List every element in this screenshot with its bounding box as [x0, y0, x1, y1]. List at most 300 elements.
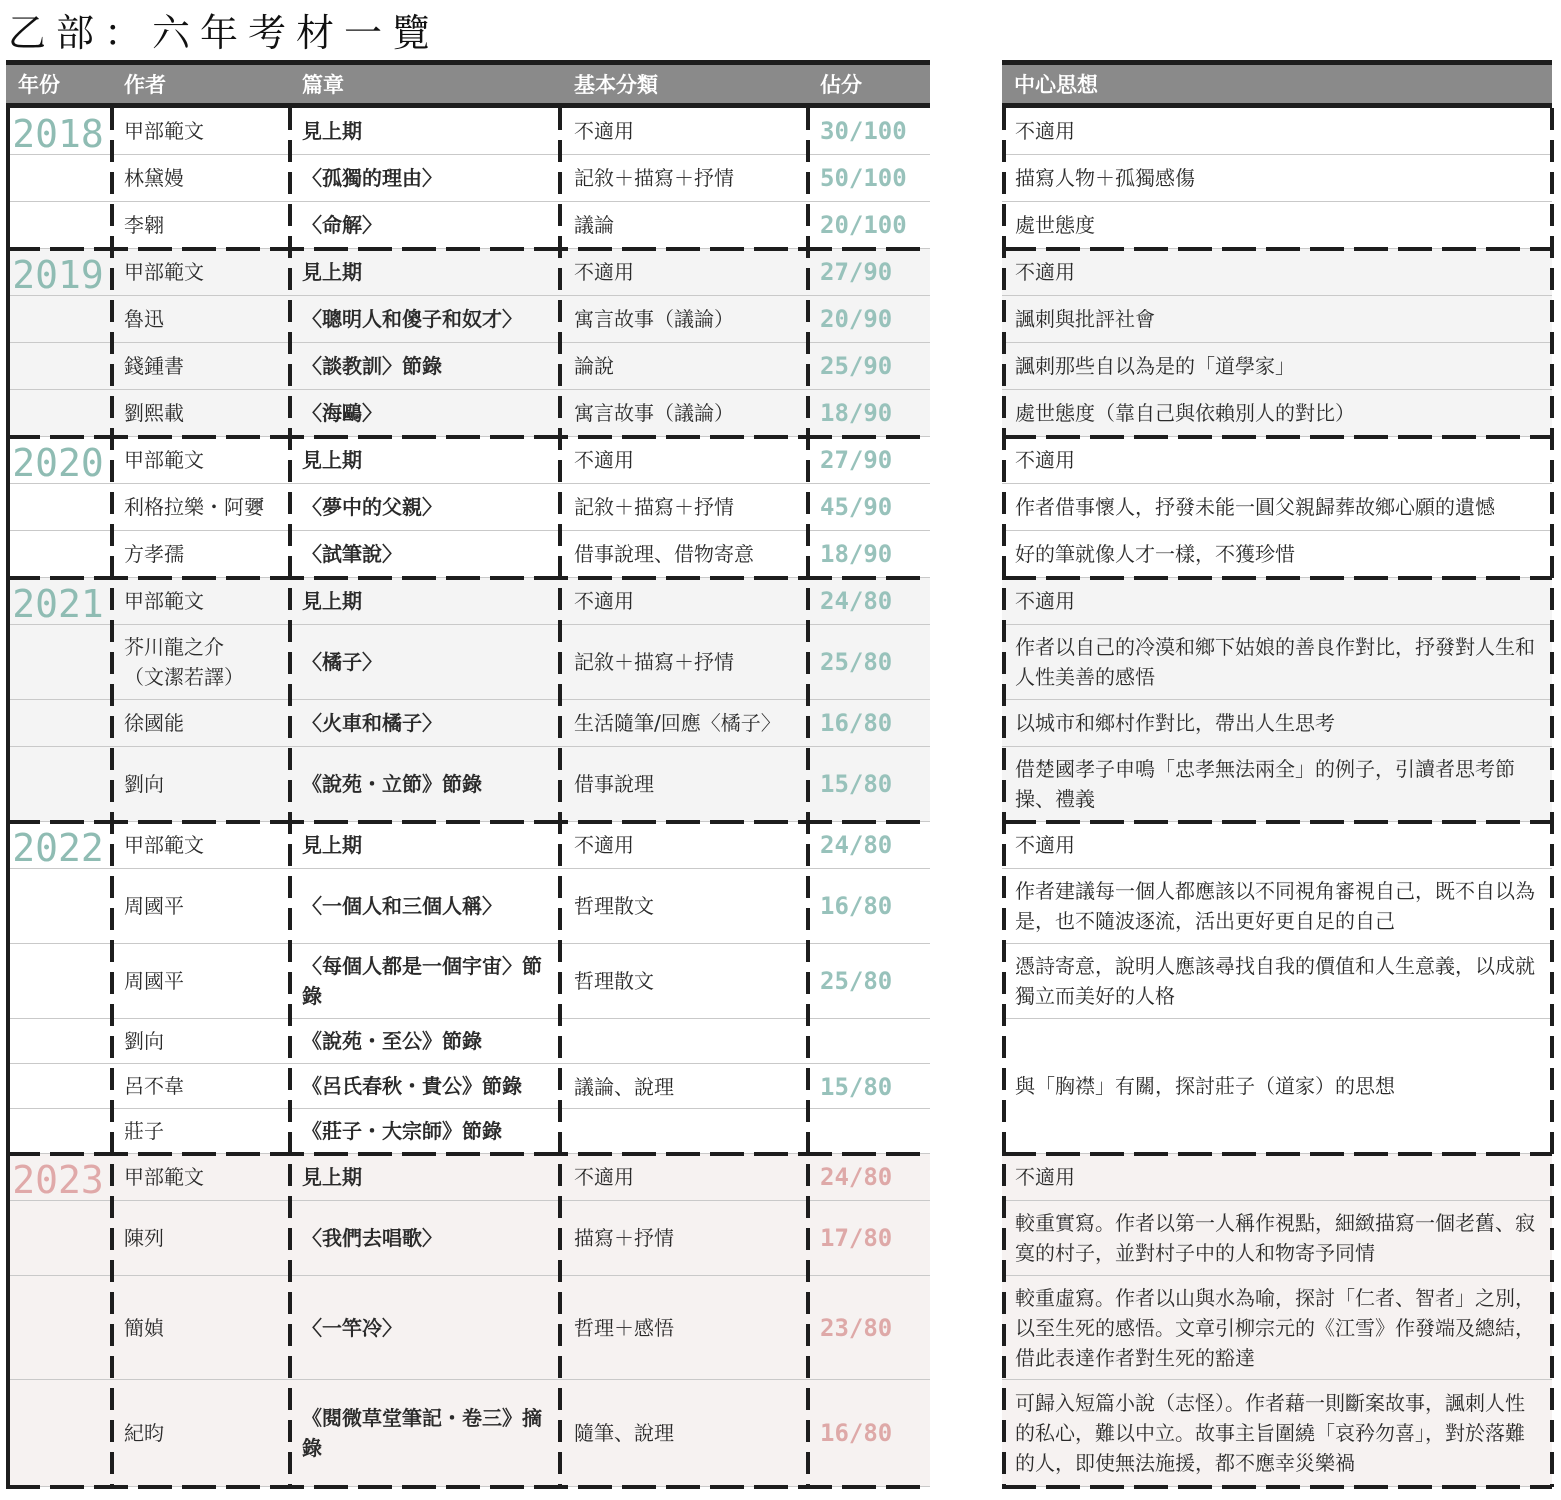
- score-text: 30/100: [820, 117, 907, 145]
- cell-score: [808, 747, 930, 821]
- cell-category: [562, 155, 806, 201]
- chapter-text: 見上期: [302, 833, 362, 857]
- cell-chapter: [290, 108, 556, 154]
- category-text: 不適用: [574, 448, 634, 472]
- table-row: [6, 531, 930, 578]
- score-text: 20/100: [820, 211, 907, 239]
- author-text: 劉向: [124, 772, 164, 796]
- group-separator: [1002, 820, 1552, 824]
- table-row: [6, 747, 930, 822]
- theme-text: 可歸入短篇小說（志怪）。作者藉一則斷案故事，諷刺人性的私心，難以中立。故事主旨圍繞「哀矜勿喜」，對於落難的人，即使無法施援，都不應幸災樂禍: [1015, 1391, 1525, 1475]
- column-divider: [6, 108, 10, 1487]
- cell-author: [112, 343, 288, 389]
- theme-row: [1002, 1276, 1552, 1380]
- table-header: [6, 60, 930, 108]
- cell-score: [808, 484, 930, 530]
- cell-theme: [1002, 822, 1552, 868]
- chapter-text: 〈一個人和三個人稱〉: [302, 894, 502, 918]
- bottom-border: [1002, 1485, 1552, 1489]
- cell-theme: [1002, 747, 1552, 821]
- cell-category: [562, 822, 806, 868]
- cell-chapter: [290, 625, 556, 699]
- cell-theme: [1002, 108, 1552, 154]
- cell-score: [808, 202, 930, 248]
- chapter-text: 〈海鷗〉: [302, 401, 382, 425]
- author-text: 甲部範文: [124, 260, 204, 284]
- author-text: 紀昀: [124, 1421, 164, 1445]
- cell-chapter: [290, 531, 556, 577]
- cell-category: [562, 108, 806, 154]
- header-chapter: 篇章: [302, 73, 344, 97]
- cell-author: [112, 1154, 288, 1200]
- cell-author: [112, 155, 288, 201]
- author-text: 周國平: [124, 969, 184, 993]
- theme-body: [1002, 108, 1552, 1487]
- score-text: 24/80: [820, 831, 893, 859]
- column-divider: [1550, 108, 1554, 1487]
- header-category: 基本分類: [574, 73, 658, 97]
- cell-score: [808, 343, 930, 389]
- theme-text: 作者以自己的冷漠和鄉下姑娘的善良作對比，抒發對人生和人性美善的感悟: [1015, 635, 1535, 689]
- group-separator: [6, 820, 930, 824]
- table-row: [6, 343, 930, 390]
- cell-author: [112, 1109, 288, 1153]
- theme-text: 不適用: [1015, 119, 1075, 143]
- chapter-text: 《說苑・立節》節錄: [302, 772, 482, 796]
- cell-category: [562, 700, 806, 746]
- cell-author: [112, 1276, 288, 1379]
- score-text: 23/80: [820, 1313, 893, 1342]
- category-text: 記敘＋描寫＋抒情: [574, 166, 734, 190]
- theme-row: [1002, 437, 1552, 484]
- cell-theme: [1002, 390, 1552, 436]
- category-text: 議論: [574, 213, 614, 237]
- cell-author: [112, 437, 288, 483]
- cell-author: [112, 296, 288, 342]
- table-row: [6, 822, 930, 869]
- table-row: [6, 155, 930, 202]
- cell-theme: [1002, 202, 1552, 248]
- cell-chapter: [290, 747, 556, 821]
- group-separator: [1002, 435, 1552, 439]
- cell-theme: [1002, 484, 1552, 530]
- cell-category: [562, 296, 806, 342]
- group-separator: [6, 247, 930, 251]
- author-text: 方孝孺: [124, 542, 184, 566]
- chapter-text: 〈我們去唱歌〉: [302, 1226, 442, 1250]
- category-text: 生活隨筆/回應〈橘子〉: [574, 711, 781, 735]
- theme-row: [1002, 822, 1552, 869]
- cell-chapter: [290, 249, 556, 295]
- cell-score: [808, 944, 930, 1018]
- chapter-text: 見上期: [302, 119, 362, 143]
- author-text: 周國平: [124, 894, 184, 918]
- cell-chapter: [290, 296, 556, 342]
- cell-chapter: [290, 822, 556, 868]
- theme-row: [1002, 155, 1552, 202]
- table-row: [6, 202, 930, 249]
- table-row: [6, 1276, 930, 1380]
- category-text: 記敘＋描寫＋抒情: [574, 495, 734, 519]
- group-separator: [6, 576, 930, 580]
- score-text: 18/90: [820, 399, 893, 427]
- cell-theme: [1002, 1276, 1552, 1379]
- table-row: [6, 1380, 930, 1487]
- theme-text: 諷刺與批評社會: [1015, 307, 1155, 331]
- table-row: [6, 700, 930, 747]
- table-row: [6, 578, 930, 625]
- table-row: [6, 390, 930, 437]
- theme-text: 借楚國孝子申鳴「忠孝無法兩全」的例子，引讀者思考節操、禮義: [1015, 757, 1515, 811]
- cell-category: [562, 747, 806, 821]
- chapter-text: 〈談教訓〉節錄: [302, 354, 442, 378]
- cell-author: [112, 625, 288, 699]
- chapter-text: 《呂氏春秋・貴公》節錄: [302, 1074, 522, 1098]
- table-row: [6, 944, 930, 1019]
- cell-score: [808, 390, 930, 436]
- cell-chapter: [290, 944, 556, 1018]
- cell-author: [112, 390, 288, 436]
- score-text: 25/80: [820, 967, 893, 995]
- column-divider: [558, 108, 562, 1487]
- cell-chapter: [290, 343, 556, 389]
- author-text: 甲部範文: [124, 589, 204, 613]
- chapter-text: 〈試筆說〉: [302, 542, 402, 566]
- author-text: 利格拉樂・阿㜷: [124, 495, 264, 519]
- cell-theme: [1002, 531, 1552, 577]
- cell-category: [562, 1276, 806, 1379]
- theme-row: [1002, 944, 1552, 1019]
- category-text: 借事說理、借物寄意: [574, 542, 754, 566]
- score-text: 25/90: [820, 352, 893, 380]
- bottom-border: [6, 1485, 930, 1489]
- cell-score: [808, 578, 930, 624]
- theme-text: 諷刺那些自以為是的「道學家」: [1015, 354, 1295, 378]
- cell-author: [112, 1201, 288, 1275]
- cell-theme: [1002, 437, 1552, 483]
- category-text: 寓言故事（議論）: [574, 401, 734, 425]
- category-text: 寓言故事（議論）: [574, 307, 734, 331]
- score-text: 27/90: [820, 446, 893, 474]
- score-text: 50/100: [820, 164, 907, 192]
- year-label: 2022: [12, 826, 104, 870]
- author-text: 莊子: [124, 1119, 164, 1143]
- cell-author: [112, 578, 288, 624]
- theme-text: 不適用: [1015, 1165, 1075, 1189]
- cell-category: [562, 202, 806, 248]
- category-text: 描寫＋抒情: [574, 1226, 674, 1250]
- cell-author: [112, 700, 288, 746]
- cell-chapter: [290, 202, 556, 248]
- theme-text: 作者建議每一個人都應該以不同視角審視自己，既不自以為是，也不隨波逐流，活出更好更自足的自己: [1015, 879, 1535, 933]
- cell-author: [112, 249, 288, 295]
- cell-chapter: [290, 578, 556, 624]
- category-text: 議論、說理: [574, 1074, 674, 1099]
- chapter-text: 《閱微草堂筆記・卷三》摘錄: [302, 1406, 542, 1460]
- cell-category: [562, 437, 806, 483]
- cell-score: [808, 869, 930, 943]
- header-theme: 中心思想: [1014, 73, 1098, 97]
- author-text: 甲部範文: [124, 1165, 204, 1189]
- chapter-text: 見上期: [302, 260, 362, 284]
- cell-theme: [1002, 625, 1552, 699]
- cell-score: [808, 531, 930, 577]
- category-text: 借事說理: [574, 772, 654, 796]
- cell-score: [808, 822, 930, 868]
- theme-row: [1002, 390, 1552, 437]
- cell-author: [112, 531, 288, 577]
- theme-row: [1002, 296, 1552, 343]
- cell-category: [562, 484, 806, 530]
- author-text: 劉向: [124, 1029, 164, 1053]
- score-text: 24/80: [820, 1163, 893, 1191]
- theme-text: 不適用: [1015, 833, 1075, 857]
- author-text: 錢鍾書: [124, 354, 184, 378]
- author-text: 林黛嫚: [124, 166, 184, 190]
- theme-row: [1002, 531, 1552, 578]
- author-text: 徐國能: [124, 711, 184, 735]
- theme-row: [1002, 1380, 1552, 1487]
- cell-chapter: [290, 1109, 556, 1153]
- cell-category: [562, 944, 806, 1018]
- category-text: 哲理散文: [574, 894, 654, 918]
- theme-text: 較重實寫。作者以第一人稱作視點，細緻描寫一個老舊、寂寞的村子，並對村子中的人和物寄予同情: [1015, 1211, 1535, 1265]
- cell-chapter: [290, 1201, 556, 1275]
- chapter-text: 見上期: [302, 1165, 362, 1189]
- cell-chapter: [290, 484, 556, 530]
- cell-chapter: [290, 700, 556, 746]
- cell-category: [562, 625, 806, 699]
- cell-author: [112, 747, 288, 821]
- author-text: 芥川龍之介 （文潔若譯）: [124, 635, 244, 689]
- cell-chapter: [290, 1019, 556, 1063]
- main-table: [6, 60, 930, 1487]
- table-row: [6, 296, 930, 343]
- table-body: [6, 108, 930, 1487]
- table-row: [6, 108, 930, 155]
- category-text: 不適用: [574, 833, 634, 857]
- cell-chapter: [290, 1154, 556, 1200]
- theme-row: [1002, 343, 1552, 390]
- cell-chapter: [290, 437, 556, 483]
- cell-score: [808, 296, 930, 342]
- cell-theme: [1002, 1201, 1552, 1275]
- cell-score: [808, 249, 930, 295]
- chapter-text: 《莊子・大宗師》節錄: [302, 1119, 502, 1143]
- group-separator: [1002, 576, 1552, 580]
- theme-row: [1002, 578, 1552, 625]
- theme-text: 處世態度: [1015, 213, 1095, 237]
- theme-text: 好的筆就像人才一樣，不獲珍惜: [1015, 542, 1295, 566]
- chapter-text: 〈孤獨的理由〉: [302, 166, 442, 190]
- author-text: 陳列: [124, 1226, 164, 1250]
- cell-author: [112, 108, 288, 154]
- table-row: [6, 869, 930, 944]
- cell-author: [112, 484, 288, 530]
- author-text: 甲部範文: [124, 119, 204, 143]
- cell-category: [562, 531, 806, 577]
- cell-theme: [1002, 1019, 1552, 1153]
- year-label: 2021: [12, 582, 104, 626]
- theme-text: 以城市和鄉村作對比，帶出人生思考: [1015, 711, 1335, 735]
- cell-author: [112, 202, 288, 248]
- cell-category: [562, 390, 806, 436]
- chapter-text: 〈命解〉: [302, 213, 382, 237]
- author-text: 李翱: [124, 213, 164, 237]
- cell-score: [808, 437, 930, 483]
- cell-category: [562, 1201, 806, 1275]
- cell-author: [112, 869, 288, 943]
- chapter-text: 見上期: [302, 589, 362, 613]
- year-label: 2023: [12, 1158, 104, 1202]
- cell-chapter: [290, 1276, 556, 1379]
- theme-row: [1002, 484, 1552, 531]
- chapter-text: 見上期: [302, 448, 362, 472]
- category-text: 論說: [574, 354, 614, 378]
- score-text: 16/80: [820, 1419, 893, 1447]
- cell-theme: [1002, 700, 1552, 746]
- cell-author: [112, 822, 288, 868]
- category-text: 哲理＋感悟: [574, 1315, 674, 1340]
- theme-row: [1002, 202, 1552, 249]
- theme-text: 與「胸襟」有關，探討莊子（道家）的思想: [1015, 1074, 1395, 1098]
- score-text: 24/80: [820, 587, 893, 615]
- category-text: 哲理散文: [574, 969, 654, 993]
- cell-score: [808, 1276, 930, 1379]
- score-text: 27/90: [820, 258, 893, 286]
- chapter-text: 〈火車和橘子〉: [302, 711, 442, 735]
- table-row: [6, 1154, 930, 1201]
- cell-chapter: [290, 869, 556, 943]
- cell-theme: [1002, 1380, 1552, 1486]
- cell-theme: [1002, 155, 1552, 201]
- theme-header: [1002, 60, 1552, 108]
- cell-score: [808, 1380, 930, 1486]
- table-row: [6, 625, 930, 700]
- table-row: [6, 484, 930, 531]
- header-year: 年份: [18, 73, 60, 97]
- theme-row: [1002, 249, 1552, 296]
- theme-text: 不適用: [1015, 589, 1075, 613]
- group-separator: [1002, 1152, 1552, 1156]
- category-text: 不適用: [574, 589, 634, 613]
- theme-row: [1002, 869, 1552, 944]
- author-text: 呂不韋: [124, 1074, 184, 1098]
- cell-chapter: [290, 1064, 556, 1108]
- cell-author: [112, 1064, 288, 1108]
- cell-category: [562, 578, 806, 624]
- theme-row: [1002, 625, 1552, 700]
- cell-category-merged: [562, 1019, 806, 1154]
- header-author: 作者: [124, 73, 166, 97]
- column-divider: [1002, 108, 1006, 1487]
- cell-theme: [1002, 343, 1552, 389]
- cell-category: [562, 869, 806, 943]
- cell-chapter: [290, 155, 556, 201]
- cell-category: [562, 1154, 806, 1200]
- category-text: 不適用: [574, 1165, 634, 1189]
- cell-score: [808, 155, 930, 201]
- chapter-text: 〈橘子〉: [302, 650, 382, 674]
- author-text: 魯迅: [124, 307, 164, 331]
- group-separator: [6, 435, 930, 439]
- cell-author: [112, 1380, 288, 1486]
- score-text: 20/90: [820, 305, 893, 333]
- theme-text: 不適用: [1015, 260, 1075, 284]
- chapter-text: 〈每個人都是一個宇宙〉節錄: [302, 954, 542, 1008]
- author-text: 甲部範文: [124, 833, 204, 857]
- cell-category: [562, 343, 806, 389]
- chapter-text: 〈聰明人和傻子和奴才〉: [302, 307, 522, 331]
- score-text: 15/80: [820, 770, 893, 798]
- cell-chapter: [290, 1380, 556, 1486]
- score-text: 18/90: [820, 540, 893, 568]
- group-separator: [6, 1152, 930, 1156]
- theme-row: [1002, 700, 1552, 747]
- category-text: 隨筆、說理: [574, 1421, 674, 1445]
- column-divider: [110, 108, 114, 1487]
- category-text: 不適用: [574, 260, 634, 284]
- chapter-text: 〈夢中的父親〉: [302, 495, 442, 519]
- score-text: 25/80: [820, 648, 893, 676]
- category-text: 不適用: [574, 119, 634, 143]
- theme-row: [1002, 108, 1552, 155]
- cell-score: [808, 625, 930, 699]
- year-label: 2018: [12, 112, 104, 156]
- cell-theme: [1002, 1154, 1552, 1200]
- theme-row-merged: [1002, 1019, 1552, 1154]
- table-row: [6, 437, 930, 484]
- theme-text: 作者借事懷人，抒發未能一圓父親歸葬故鄉心願的遺憾: [1015, 495, 1495, 519]
- theme-text: 描寫人物＋孤獨感傷: [1015, 166, 1195, 190]
- cell-theme: [1002, 296, 1552, 342]
- author-text: 劉熙載: [124, 401, 184, 425]
- page-title: 乙部：六年考材一覽: [8, 11, 441, 55]
- theme-text: 處世態度（靠自己與依賴別人的對比）: [1015, 401, 1355, 425]
- theme-text: 不適用: [1015, 448, 1075, 472]
- cell-author: [112, 1019, 288, 1063]
- cell-theme: [1002, 249, 1552, 295]
- year-label: 2019: [12, 253, 104, 297]
- header-score: 佔分: [820, 73, 862, 97]
- cell-score: [808, 1154, 930, 1200]
- theme-text: 憑詩寄意，說明人應該尋找自我的價值和人生意義，以成就獨立而美好的人格: [1015, 954, 1535, 1008]
- score-text: 15/80: [820, 1072, 893, 1101]
- cell-score: [808, 108, 930, 154]
- score-text: 17/80: [820, 1224, 893, 1252]
- table-row: [6, 1201, 930, 1276]
- cell-chapter: [290, 390, 556, 436]
- score-text: 45/90: [820, 493, 893, 521]
- column-divider: [806, 108, 810, 1487]
- cell-author: [112, 944, 288, 1018]
- table-row: [6, 249, 930, 296]
- theme-row: [1002, 747, 1552, 822]
- cell-category: [562, 1380, 806, 1486]
- cell-category: [562, 249, 806, 295]
- score-text: 16/80: [820, 892, 893, 920]
- group-separator: [1002, 247, 1552, 251]
- author-text: 甲部範文: [124, 448, 204, 472]
- cell-score: [808, 1201, 930, 1275]
- cell-theme: [1002, 944, 1552, 1018]
- chapter-text: 〈一竿冷〉: [302, 1315, 402, 1340]
- year-label: 2020: [12, 441, 104, 485]
- theme-row: [1002, 1154, 1552, 1201]
- cell-theme: [1002, 578, 1552, 624]
- theme-table: [1002, 60, 1552, 1487]
- category-text: 記敘＋描寫＋抒情: [574, 650, 734, 674]
